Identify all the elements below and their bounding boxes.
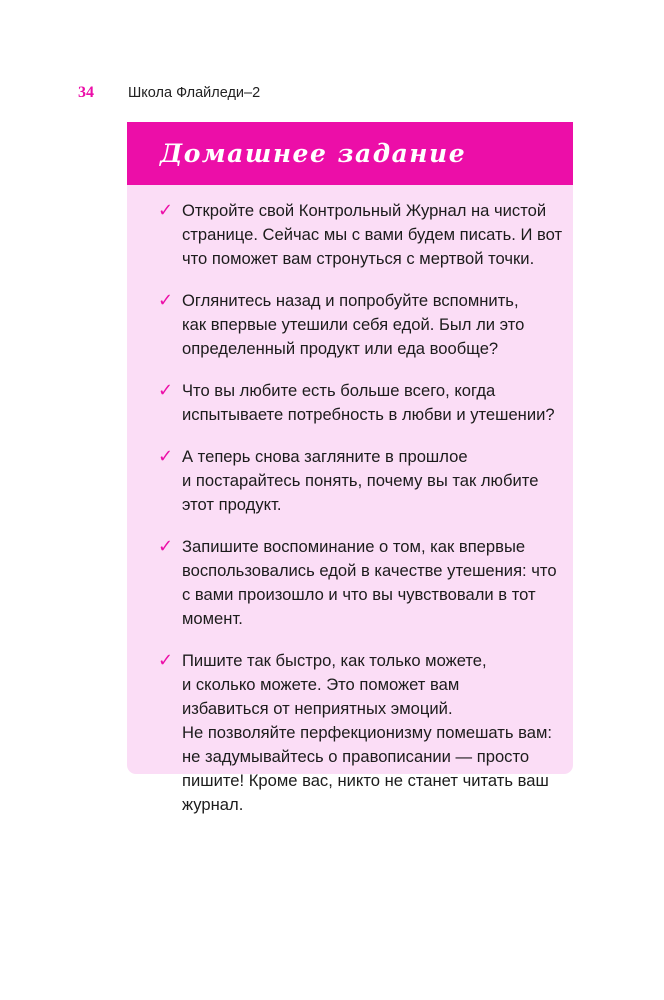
text-line: определенный продукт или еда вообще? [182, 339, 499, 358]
list-item-text [182, 289, 547, 361]
text-line: как впервые утешили себя едой. Был ли это [182, 315, 525, 334]
text-line: журнал. [182, 795, 244, 814]
list-item [158, 379, 573, 427]
check-icon: ✓ [158, 290, 174, 311]
book-title: Школа Флайледи–2 [128, 85, 261, 101]
running-head [78, 84, 260, 106]
check-icon: ✓ [158, 380, 174, 401]
list-item [158, 199, 573, 271]
text-line: и сколько можете. Это поможет вам [182, 675, 460, 694]
text-line: избавиться от неприятных эмоций. [182, 699, 453, 718]
text-line: странице. Сейчас мы с вами будем писать. И вот [182, 225, 563, 244]
homework-box-header [127, 122, 573, 185]
list-item-text [182, 649, 553, 817]
text-line: Оглянитесь назад и попробуйте вспомнить, [182, 291, 519, 310]
text-line: Что вы любите есть больше всего, когда [182, 381, 496, 400]
text-line: что поможет вам стронуться с мертвой точки. [182, 249, 535, 268]
list-item [158, 289, 573, 361]
list-item [158, 445, 573, 517]
text-line: не задумывайтесь о правописании — просто [182, 747, 530, 766]
text-line: и постарайтесь понять, почему вы так любите [182, 471, 539, 490]
homework-box [127, 122, 573, 814]
text-line: Запишите воспоминание о том, как впервые [182, 537, 526, 556]
check-icon: ✓ [158, 536, 174, 557]
text-line: Пишите так быстро, как только можете, [182, 651, 487, 670]
text-line: этот продукт. [182, 495, 282, 514]
text-line: воспользовались едой в качестве утешения: что [182, 561, 557, 580]
text-line: момент. [182, 609, 243, 628]
text-line: Откройте свой Контрольный Журнал на чистой [182, 201, 547, 220]
list-item [158, 649, 573, 817]
page-number: 34 [78, 84, 94, 101]
check-icon: ✓ [158, 446, 174, 467]
check-icon: ✓ [158, 650, 174, 671]
text-line: Не позволяйте перфекционизму помешать вам: [182, 723, 553, 742]
list-item-text [182, 199, 563, 271]
text-line: А теперь снова загляните в прошлое [182, 447, 468, 466]
list-item-text [182, 445, 547, 517]
text-line: испытываете потребность в любви и утешении? [182, 405, 555, 424]
text-line: с вами произошло и что вы чувствовали в тот [182, 585, 536, 604]
check-icon: ✓ [158, 200, 174, 221]
homework-list [127, 185, 573, 817]
text-line: пишите! Кроме вас, никто не станет читать ваш [182, 771, 549, 790]
list-item-text [182, 379, 555, 427]
list-item [158, 535, 573, 631]
list-item-text [182, 535, 557, 631]
homework-box-title: Домашнее задание [160, 139, 467, 168]
